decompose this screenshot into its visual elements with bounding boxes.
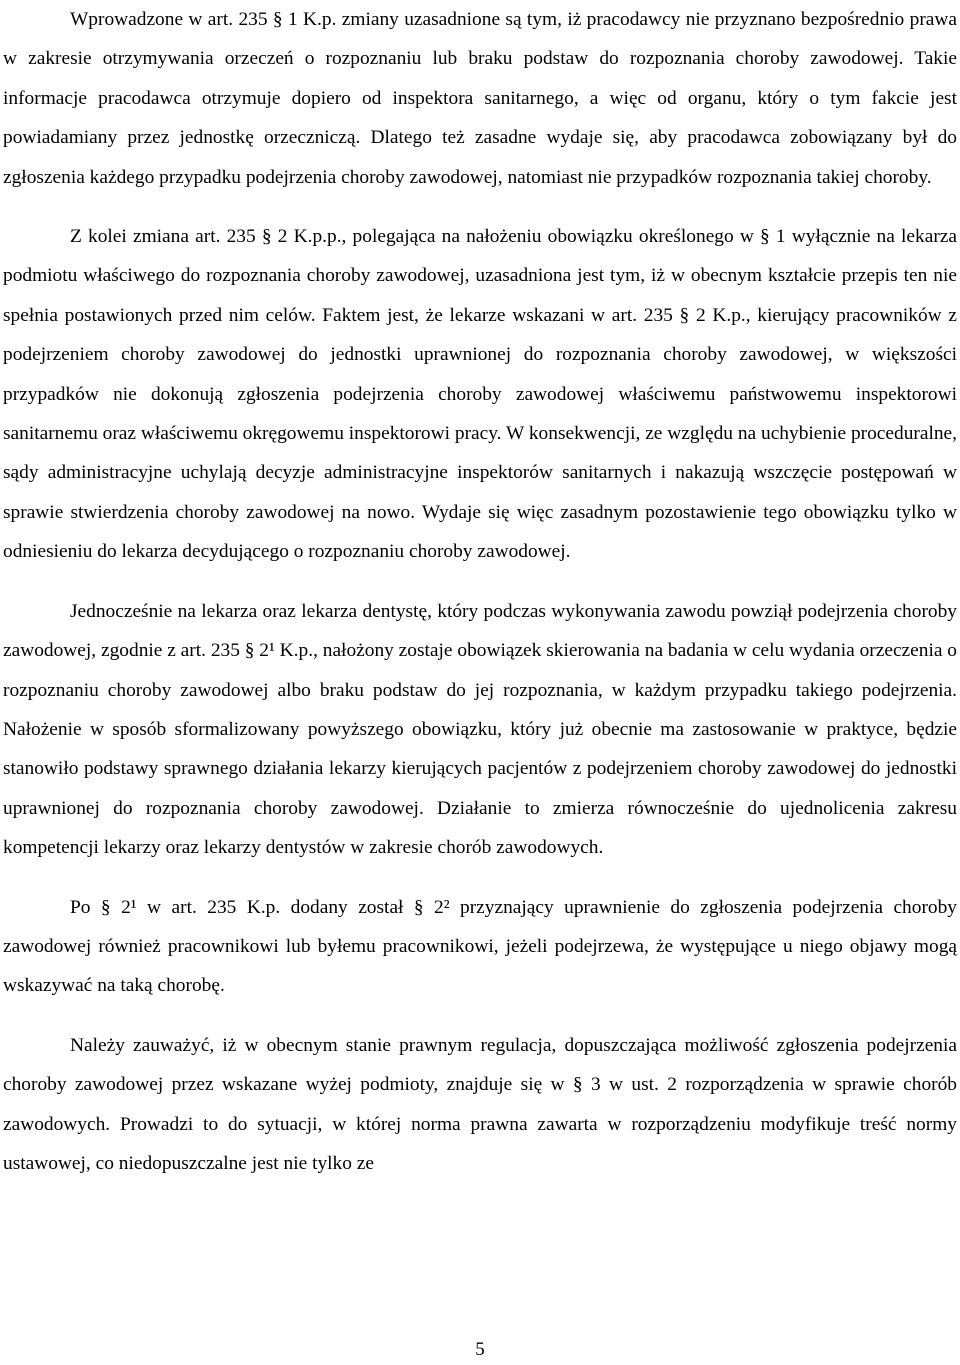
document-body <box>3 0 957 1183</box>
paragraph-4: Po § 2¹ w art. 235 K.p. dodany został § 2² przyznający uprawnienie do zgłoszenia podejrzenia choroby zawodowej również pracownikowi lub byłemu pracownikowi, jeżeli podejrzewa, że występujące u niego objawy mogą wskazywać na taką chorobę. <box>3 896 957 997</box>
paragraph-1: Wprowadzone w art. 235 § 1 K.p. zmiany uzasadnione są tym, iż pracodawcy nie przyznano bezpośrednio prawa w zakresie otrzymywania orzeczeń o rozpoznaniu lub braku podstaw do rozpoznania choroby zawodowej. Takie informacje pracodawca otrzymuje dopiero od inspektora sanitarnego, a więc od organu, który o tym fakcie jest powiadamiany przez jednostkę orzeczniczą. Dlatego też zasadne wydaje się, aby pracodawca zobowiązany był do zgłoszenia każdego przypadku podejrzenia choroby zawodowej, natomiast nie przypadków rozpoznania takiej choroby. <box>3 9 957 188</box>
paragraph-2: Z kolei zmiana art. 235 § 2 K.p.p., polegająca na nałożeniu obowiązku określonego w § 1 wyłącznie na lekarza podmiotu właściwego do rozpoznania choroby zawodowej, uzasadniona jest tym, iż w obecnym kształcie przepis ten nie spełnia postawionych przed nim celów. Faktem jest, że lekarze wskazani w art. 235 § 2 K.p., kierujący pracowników z podejrzeniem choroby zawodowej do jednostki uprawnionej do rozpoznania choroby zawodowej, w większości przypadków nie dokonują zgłoszenia podejrzenia choroby zawodowej właściwemu państwowemu inspektorowi sanitarnemu oraz właściwemu okręgowemu inspektorowi pracy. W konsekwencji, ze względu na uchybienie proceduralne, sądy administracyjne uchylają decyzje administracyjne inspektorów sanitarnych i nakazują wszczęcie postępowań w sprawie stwierdzenia choroby zawodowej na nowo. Wydaje się więc zasadnym pozostawienie tego obowiązku tylko w odniesieniu do lekarza decydującego o rozpoznaniu choroby zawodowej. <box>3 226 957 563</box>
paragraph-5: Należy zauważyć, iż w obecnym stanie prawnym regulacja, dopuszczająca możliwość zgłoszenia podejrzenia choroby zawodowej przez wskazane wyżej podmioty, znajduje się w § 3 w ust. 2 rozporządzenia w sprawie chorób zawodowych. Prowadzi to do sytuacji, w której norma prawna zawarta w rozporządzeniu modyfikuje treść normy ustawowej, co niedopuszczalne jest nie tylko ze <box>3 1034 957 1174</box>
paragraph-3: Jednocześnie na lekarza oraz lekarza dentystę, który podczas wykonywania zawodu powziął podejrzenia choroby zawodowej, zgodnie z art. 235 § 2¹ K.p., nałożony zostaje obowiązek skierowania na badania w celu wydania orzeczenia o rozpoznaniu choroby zawodowej albo braku podstaw do jej rozpoznania, w każdym przypadku takiego podejrzenia. Nałożenie w sposób sformalizowany powyższego obowiązku, który już obecnie ma zastosowanie w praktyce, będzie stanowiło podstawy sprawnego działania lekarzy kierujących pacjentów z podejrzeniem choroby zawodowej do jednostki uprawnionej do rozpoznania choroby zawodowej. Działanie to zmierza równocześnie do ujednolicenia zakresu kompetencji lekarzy oraz lekarzy dentystów w zakresie chorób zawodowych. <box>3 600 957 859</box>
page-number: 5 <box>475 1339 485 1360</box>
